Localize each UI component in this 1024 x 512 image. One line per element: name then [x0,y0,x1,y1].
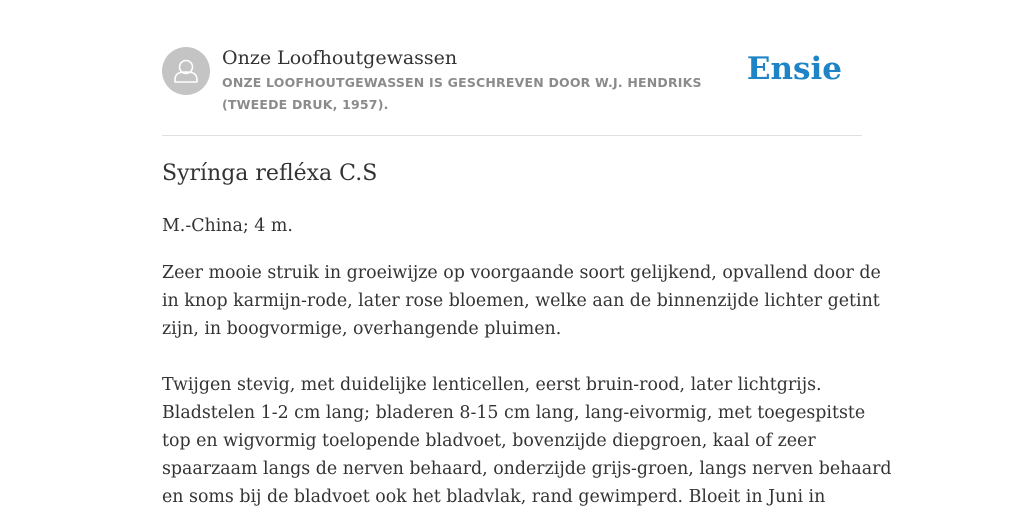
avatar[interactable] [162,47,210,95]
text-line: top en wigvormig toelopende bladvoet, bovenzijde diepgroen, kaal of zeer [162,431,816,451]
text-line: en soms bij de bladvoet ook het bladvlak, rand gewimperd. Bloeit in Juni in [162,487,826,507]
text-line: Bladstelen 1-2 cm lang; bladeren 8-15 cm lang, lang-eivormig, met toegespitste [162,403,866,423]
text-line: Zeer mooie struik in groeiwijze op voorgaande soort gelijkend, opvallend door de [162,263,881,283]
paragraph-description [162,259,881,343]
entry-content [162,212,892,512]
text-line: in knop karmijn-rode, later rose bloemen, welke aan de binnenzijde lichter getint [162,291,880,311]
paragraph-origin: M.-China; 4 m. [162,216,293,236]
publication-header [162,45,862,135]
entry-title: Syrínga refléxa C.S [162,161,378,186]
publication-description: ONZE LOOFHOUTGEWASSEN IS GESCHREVEN DOOR W.J. HENDRIKS (TWEEDE DRUK, 1957). [222,75,702,112]
text-line: zijn, in boogvormige, overhangende pluimen. [162,319,562,339]
user-icon [162,47,210,95]
divider [162,135,862,136]
text-line: Twijgen stevig, met duidelijke lenticellen, eerst bruin-rood, later lichtgrijs. [162,375,822,395]
brand-logo[interactable]: Ensie [746,51,842,87]
text-line: spaarzaam langs de nerven behaard, onderzijde grijs-groen, langs nerven behaard [162,459,892,479]
paragraph-details [162,371,892,511]
publication-title[interactable]: Onze Loofhoutgewassen [222,47,458,69]
